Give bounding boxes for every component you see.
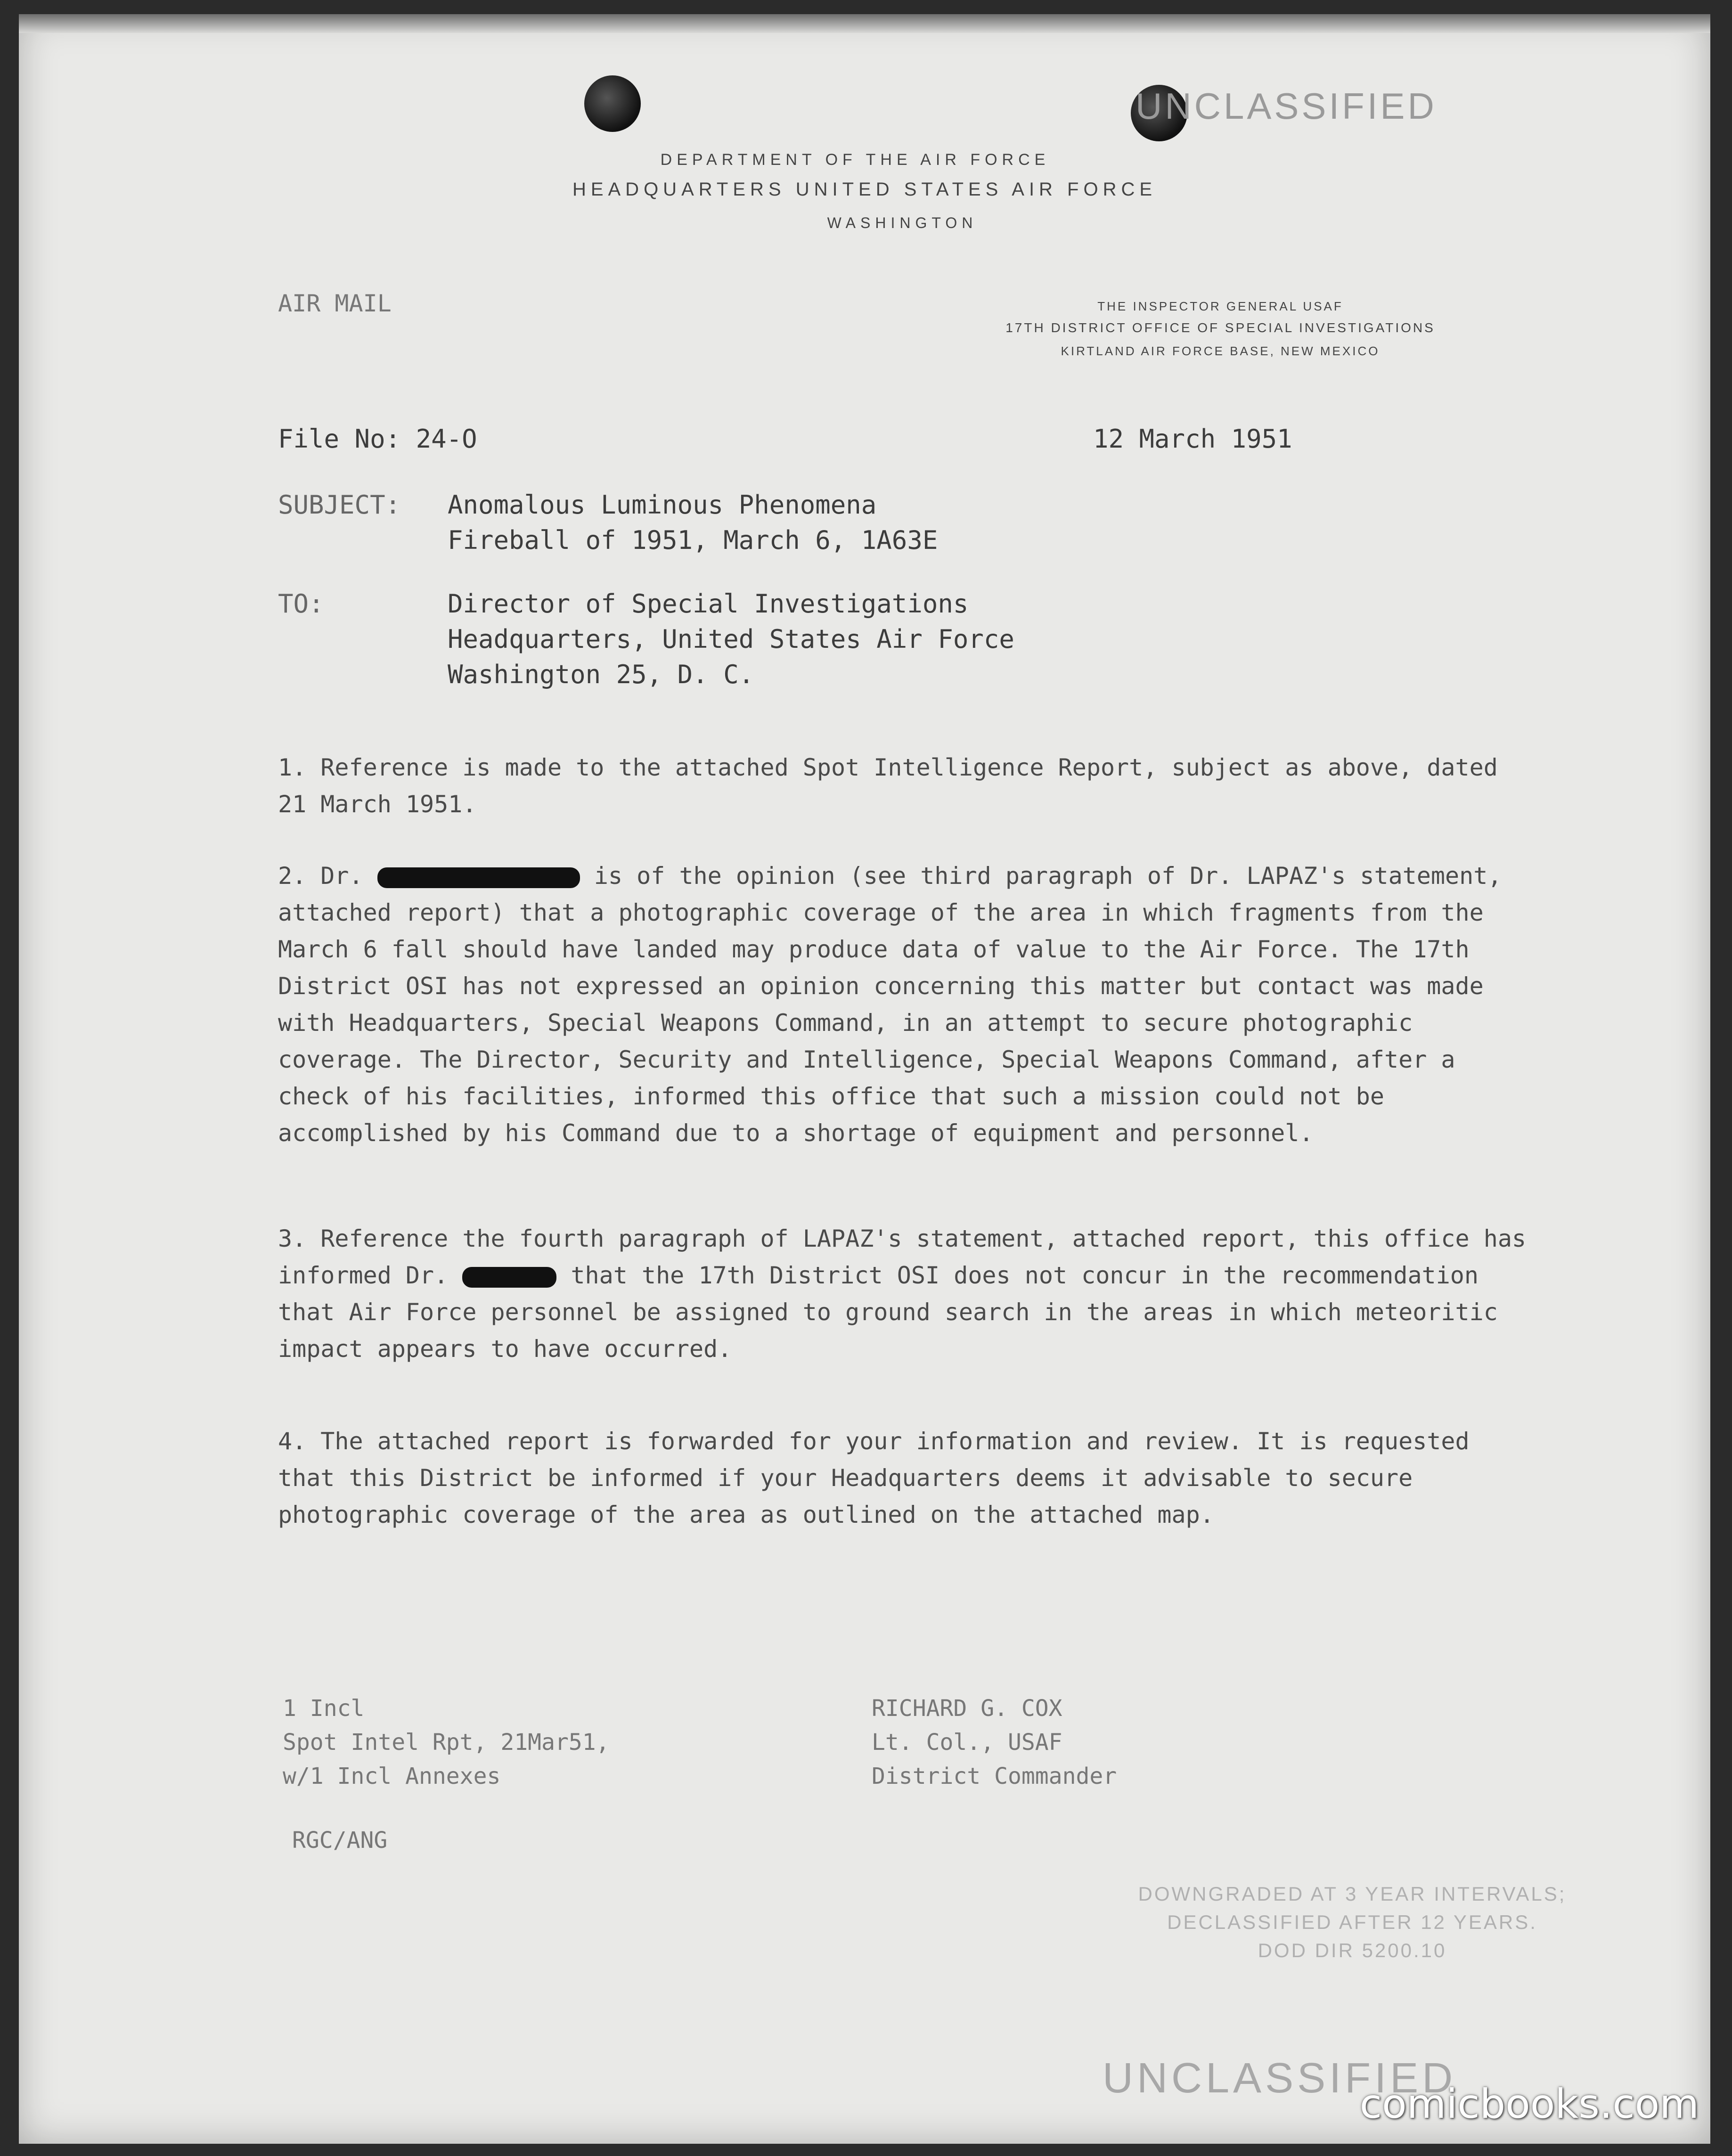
redaction-bar	[462, 1267, 556, 1288]
redaction-bar	[377, 867, 580, 888]
letterhead-department: DEPARTMENT OF THE AIR FORCE	[660, 151, 1050, 169]
signature-block	[872, 1691, 1117, 1793]
signer-name: RICHARD G. COX	[872, 1695, 1062, 1722]
paragraph-3-rest: that the 17th District OSI does not concur in the recommendation that Air Force personnel be assigned to ground search in the areas in which meteoritic impact appears to have occurred.	[278, 1262, 1498, 1363]
classification-stamp-bottom: UNCLASSIFIED	[1103, 2055, 1457, 2102]
enclosure-line-3: w/1 Incl Annexes	[283, 1763, 501, 1789]
enclosure-line-2: Spot Intel Rpt, 21Mar51,	[283, 1729, 610, 1756]
subject-label: SUBJECT:	[278, 490, 401, 520]
classification-stamp-top: UNCLASSIFIED	[1136, 85, 1437, 127]
declassification-stamp	[1046, 1880, 1658, 1965]
enclosure-line-1: 1 Incl	[283, 1695, 365, 1722]
signer-title: District Commander	[872, 1763, 1117, 1789]
office-line-2: 17TH DISTRICT OFFICE OF SPECIAL INVESTIGATIONS	[1005, 320, 1435, 335]
to-line-1: Director of Special Investigations	[448, 589, 969, 619]
paragraph-3-start: 3. Reference the fourth paragraph of LAPAZ's statement, attached report, this office has informed Dr.	[278, 1225, 1527, 1289]
file-number: File No: 24-O	[278, 424, 477, 454]
declass-line-2: DECLASSIFIED AFTER 12 YEARS.	[1167, 1911, 1537, 1933]
subject-line-2: Fireball of 1951, March 6, 1A63E	[448, 525, 938, 555]
letterhead-headquarters: HEADQUARTERS UNITED STATES AIR FORCE	[572, 179, 1157, 200]
paragraph-4: 4. The attached report is forwarded for your information and review. It is requested that this District be informed if your Headquarters deems it advisable to secure photographic coverage of the area as outlined on the attached map.	[278, 1428, 1470, 1528]
to-label: TO:	[278, 589, 324, 619]
declass-line-1: DOWNGRADED AT 3 YEAR INTERVALS;	[1138, 1883, 1567, 1905]
office-line-3: KIRTLAND AIR FORCE BASE, NEW MEXICO	[1061, 344, 1380, 358]
letterhead-city: WASHINGTON	[827, 214, 978, 231]
subject-line-1: Anomalous Luminous Phenomena	[448, 490, 877, 520]
letter-date: 12 March 1951	[1093, 424, 1292, 454]
paragraph-2-start: 2. Dr.	[278, 862, 363, 890]
typist-initials: RGC/ANG	[292, 1827, 388, 1854]
office-line-1: THE INSPECTOR GENERAL USAF	[1097, 299, 1343, 313]
to-line-2: Headquarters, United States Air Force	[448, 624, 1014, 654]
document-page	[19, 14, 1710, 2144]
paragraph-3	[278, 1220, 1527, 1367]
signer-rank: Lt. Col., USAF	[872, 1729, 1062, 1756]
site-watermark: comicbooks.com	[1359, 2081, 1699, 2128]
enclosures	[283, 1691, 610, 1793]
to-line-3: Washington 25, D. C.	[448, 660, 754, 689]
declass-line-3: DOD DIR 5200.10	[1258, 1939, 1447, 1961]
paragraph-1: 1. Reference is made to the attached Spot Intelligence Report, subject as above, dated 21 March 1951.	[278, 754, 1498, 818]
punch-hole-left	[584, 75, 641, 132]
air-mail-marking: AIR MAIL	[278, 290, 392, 317]
paragraph-2	[278, 858, 1527, 1152]
paragraph-2-rest: is of the opinion (see third paragraph of Dr. LAPAZ's statement, attached report) that a photographic coverage of the area in which fragments from the March 6 fall should have landed may produce data of value to the Air Force. The 17th District OSI has not expressed an opinion concerning this matter but contact was made with Headquarters, Special Weapons Command, in an attempt to secure photographic coverage. The Director, Security and Intelligence, Special Weapons Command, after a check of his facilities, informed this office that such a mission could not be accomplished by his Command due to a shortage of equipment and personnel.	[278, 862, 1502, 1147]
scan-edge	[19, 14, 1710, 33]
